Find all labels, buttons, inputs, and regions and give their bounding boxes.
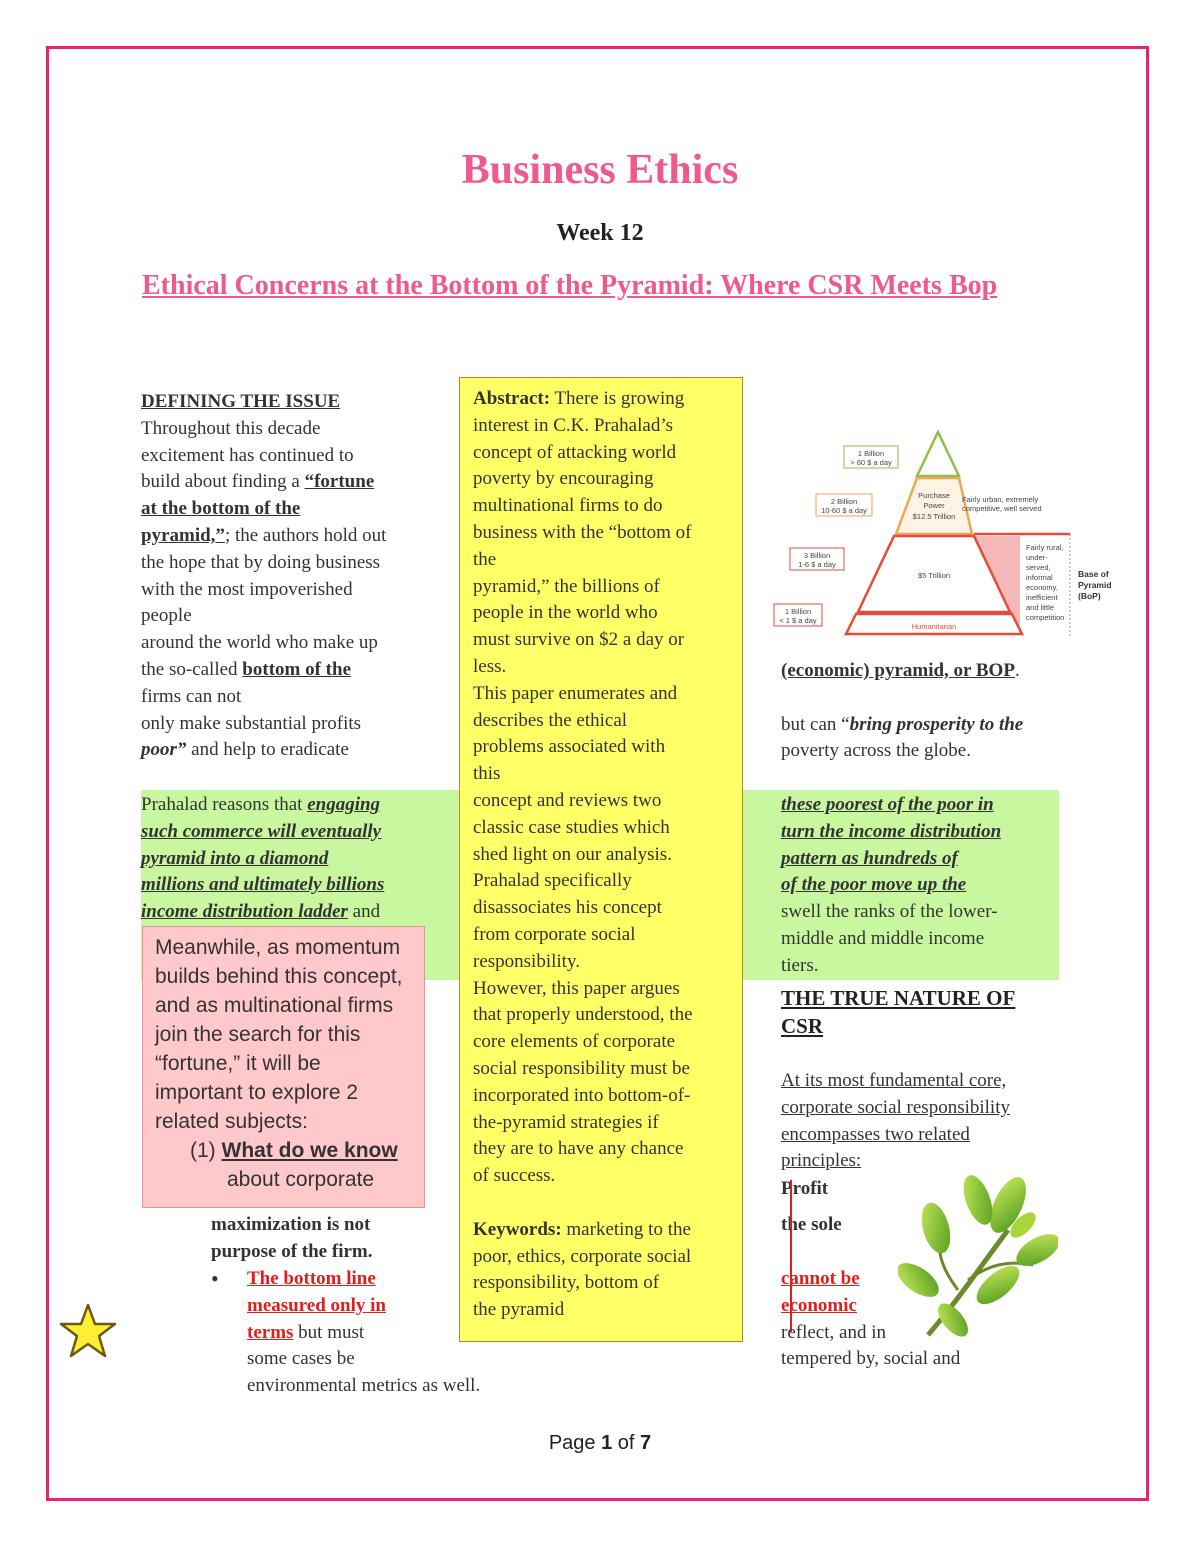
core-line: principles:: [781, 1150, 862, 1172]
right-text: .: [1014, 660, 1020, 681]
abstract-line: disassociates his concept: [473, 897, 662, 919]
abstract-line: they are to have any chance: [473, 1138, 684, 1160]
abstract-box: [459, 377, 743, 1342]
bop-note: economy,: [1026, 583, 1058, 592]
abstract-line: multinational firms to do: [473, 495, 663, 517]
red-phrase: terms: [247, 1321, 294, 1343]
left-text: and help to eradicate: [186, 739, 349, 761]
abstract-line: problems associated with: [473, 736, 666, 758]
left-line: [141, 737, 431, 764]
abstract-line: of success.: [473, 1165, 556, 1187]
bop-label: (BoP): [1078, 591, 1101, 601]
left-line: with the most impoverished: [141, 578, 353, 600]
right-core-text: [781, 1068, 1071, 1175]
abstract-line: concept and reviews two: [473, 789, 662, 811]
engaging-phrase: engaging: [307, 794, 381, 815]
bop-notes: [1026, 543, 1064, 622]
page-number: [0, 1432, 1200, 1455]
right-column-top: [781, 658, 1071, 765]
tier-center-label: Power: [923, 501, 945, 510]
pink-line: about corporate: [227, 1168, 375, 1191]
poorest-phrase: these poorest of the poor in: [781, 794, 994, 815]
red-phrase: cannot be: [781, 1268, 860, 1289]
abstract-line: describes the ethical: [473, 709, 628, 731]
left-green-text: [141, 792, 431, 926]
abstract-line: shed light on our analysis.: [473, 843, 672, 865]
pink-line: important to explore 2: [155, 1081, 359, 1104]
right-line: middle and middle income: [781, 927, 985, 949]
page-of: of: [617, 1432, 635, 1454]
left-text: the so-called: [141, 658, 243, 680]
left-text: ; the authors hold out: [224, 524, 387, 546]
below-pink-text: [211, 1212, 451, 1266]
pink-line: join the search for this: [155, 1023, 361, 1046]
engaging-phrase: such commerce will eventually: [141, 820, 382, 842]
fortune-phrase: at the bottom of the: [141, 498, 301, 520]
left-line: people: [141, 605, 192, 627]
page-prefix: Page: [548, 1432, 596, 1454]
bullet-line: some cases be: [247, 1348, 355, 1370]
tier-note: Fairly urban, extremely: [962, 495, 1039, 504]
left-text: Prahalad reasons that: [141, 794, 308, 815]
document-title: Business Ethics: [461, 147, 739, 193]
keywords-line: responsibility, bottom of: [473, 1272, 660, 1294]
star-icon: [58, 1302, 118, 1360]
poorest-phrase: of the poor move up the: [781, 874, 967, 896]
left-line: only make substantial profits: [141, 712, 362, 734]
abstract-line: However, this paper argues: [473, 977, 680, 999]
abstract-line: the-pyramid strategies if: [473, 1111, 659, 1133]
abstract-line: [473, 386, 730, 413]
engaging-phrase: income distribution ladder: [141, 901, 348, 923]
core-line: encompasses two related: [781, 1123, 970, 1145]
left-line: [141, 469, 431, 496]
poorest-phrase: pattern as hundreds of: [781, 847, 958, 869]
left-line: [141, 899, 431, 926]
pink-line: Meanwhile, as momentum: [155, 936, 401, 959]
spacer: [473, 1190, 730, 1217]
tier-center-label: Humanitarian: [911, 622, 957, 631]
tier-pop: 1 Billion: [857, 449, 885, 458]
abstract-line: poverty by encouraging: [473, 468, 654, 490]
bop-note: competition: [1026, 613, 1065, 622]
bullet-line: [247, 1320, 467, 1347]
bottom-of-the-phrase: bottom of the: [242, 658, 351, 680]
document-subtitle: Ethical Concerns at the Bottom of the Pyramid: Where CSR Meets Bop: [142, 270, 998, 301]
right-line: tempered by, social and: [781, 1348, 961, 1370]
tier-income: > 60 $ a day: [850, 458, 892, 467]
abstract-line: from corporate social: [473, 923, 636, 945]
left-line: excitement has continued to: [141, 444, 354, 466]
pink-line: builds behind this concept,: [155, 965, 403, 988]
abstract-label: Abstract:: [473, 388, 551, 409]
left-text: and: [347, 901, 381, 923]
tier-pop: 3 Billion: [803, 551, 831, 560]
tier-income: 1-6 $ a day: [798, 560, 836, 569]
tier-top: [917, 432, 959, 476]
left-line: [141, 523, 431, 550]
abstract-line: Prahalad specifically: [473, 870, 632, 892]
tier-center-label: $5 Trillion: [917, 571, 951, 580]
abstract-line: business with the “bottom of: [473, 521, 692, 543]
keywords-line: [473, 1217, 730, 1244]
abstract-text: There is growing: [550, 388, 685, 409]
abstract-line: classic case studies which: [473, 816, 670, 838]
left-line: [141, 657, 431, 684]
bop-note: served,: [1026, 563, 1051, 572]
abstract-line: must survive on $2 a day or: [473, 629, 685, 651]
abstract-line: the: [473, 548, 497, 570]
poor-phrase: poor”: [141, 739, 187, 761]
week-label: Week 12: [556, 220, 644, 246]
fortune-phrase: “fortune: [304, 471, 375, 493]
right-line: poverty across the globe.: [781, 740, 971, 762]
pink-line: “fortune,” it will be: [155, 1052, 321, 1075]
left-line: firms can not: [141, 685, 242, 707]
prosperity-phrase: bring prosperity to the: [849, 713, 1024, 735]
bop-note: under-: [1026, 553, 1048, 562]
left-line: Throughout this decade: [141, 417, 321, 439]
abstract-line: less.: [473, 655, 507, 677]
abstract-line: incorporated into bottom-of-: [473, 1084, 691, 1106]
abstract-line: core elements of corporate: [473, 1031, 676, 1053]
spacer: [781, 685, 1071, 712]
right-text: but can “: [781, 713, 850, 735]
tier-center-label: Purchase: [918, 491, 950, 500]
green-leaves-image: [898, 1170, 1058, 1340]
engaging-phrase: pyramid into a diamond: [141, 847, 329, 869]
bold-line: purpose of the firm.: [211, 1240, 373, 1262]
profit-label: Profit: [781, 1178, 829, 1199]
abstract-line: social responsibility must be: [473, 1057, 690, 1079]
keywords-text: marketing to the: [561, 1218, 691, 1240]
abstract-line: that properly understood, the: [473, 1004, 693, 1026]
keywords-line: the pyramid: [473, 1299, 565, 1321]
fortune-phrase: pyramid,”: [141, 524, 225, 546]
abstract-line: responsibility.: [473, 950, 580, 972]
section-heading-defining: DEFINING THE ISSUE: [141, 391, 341, 412]
pink-list-item: [155, 1136, 414, 1165]
bullet-text-span: but must: [293, 1321, 365, 1343]
bop-note: Fairly rural,: [1026, 543, 1064, 552]
keywords-label: Keywords:: [473, 1218, 562, 1240]
pink-item-bold: What do we know: [221, 1139, 398, 1162]
abstract-line: pyramid,” the billions of: [473, 575, 660, 597]
bullet-dot: •: [211, 1266, 219, 1291]
tier-income: 10-60 $ a day: [821, 506, 867, 515]
engaging-phrase: millions and ultimately billions: [141, 874, 385, 896]
poorest-phrase: turn the income distribution: [781, 820, 1002, 842]
page-total: 7: [640, 1432, 652, 1454]
abstract-line: this: [473, 763, 501, 785]
bop-note: informal: [1026, 573, 1053, 582]
pink-item-number: (1): [190, 1139, 216, 1162]
red-phrase: measured only in: [247, 1294, 387, 1316]
abstract-line: interest in C.K. Prahalad’s: [473, 414, 673, 436]
page-current: 1: [601, 1432, 613, 1454]
right-line: reflect, and in: [781, 1321, 886, 1343]
left-line: [141, 496, 431, 523]
bop-label: Base of: [1078, 569, 1109, 579]
heading-line: THE TRUE NATURE OF: [781, 986, 1016, 1010]
bullet-line: environmental metrics as well.: [247, 1375, 481, 1397]
pink-line: related subjects:: [155, 1110, 308, 1133]
right-line: tiers.: [781, 954, 819, 976]
left-text: build about finding a: [141, 471, 305, 493]
tier-pop: 2 Billion: [830, 497, 858, 506]
section-heading-true-nature: [781, 984, 1071, 1040]
core-line: corporate social responsibility: [781, 1096, 1010, 1118]
bop-label: Pyramid: [1078, 580, 1112, 590]
right-line: [781, 712, 1071, 739]
bop-note: and little: [1026, 603, 1054, 612]
red-phrase: economic: [781, 1294, 857, 1316]
left-line: around the world who make up: [141, 632, 378, 654]
left-column: [141, 389, 431, 764]
left-line: [141, 792, 431, 819]
abstract-body: [473, 413, 730, 1190]
right-green-text: [781, 792, 1056, 980]
heading-line: CSR: [781, 1014, 824, 1038]
bullet-text: [247, 1266, 481, 1400]
bold-line: maximization is not: [211, 1214, 371, 1235]
abstract-line: concept of attacking world: [473, 441, 677, 463]
core-line: At its most fundamental core,: [781, 1070, 1007, 1091]
tier-note: competitive, well served: [962, 504, 1042, 513]
abstract-line: This paper enumerates and: [473, 682, 678, 704]
red-phrase: The bottom line: [247, 1268, 376, 1289]
abstract-line: people in the world who: [473, 602, 658, 624]
tier-pop: 1 Billion: [784, 607, 812, 616]
pink-line: and as multinational firms: [155, 994, 394, 1017]
tier-income: < 1 $ a day: [779, 616, 817, 625]
econ-pyramid-phrase: (economic) pyramid, or BOP: [781, 660, 1015, 681]
left-line: the hope that by doing business: [141, 551, 381, 573]
right-line: [781, 658, 1071, 685]
bop-pyramid-diagram: [770, 426, 1120, 642]
tier-center-label: $12.5 Trillion: [912, 512, 956, 521]
bop-note: inefficient: [1026, 593, 1058, 602]
keywords-line: poor, ethics, corporate social: [473, 1245, 692, 1267]
right-line: swell the ranks of the lower-: [781, 901, 998, 923]
pink-callout-box: [142, 926, 425, 1208]
sole-label: the sole: [781, 1214, 842, 1235]
